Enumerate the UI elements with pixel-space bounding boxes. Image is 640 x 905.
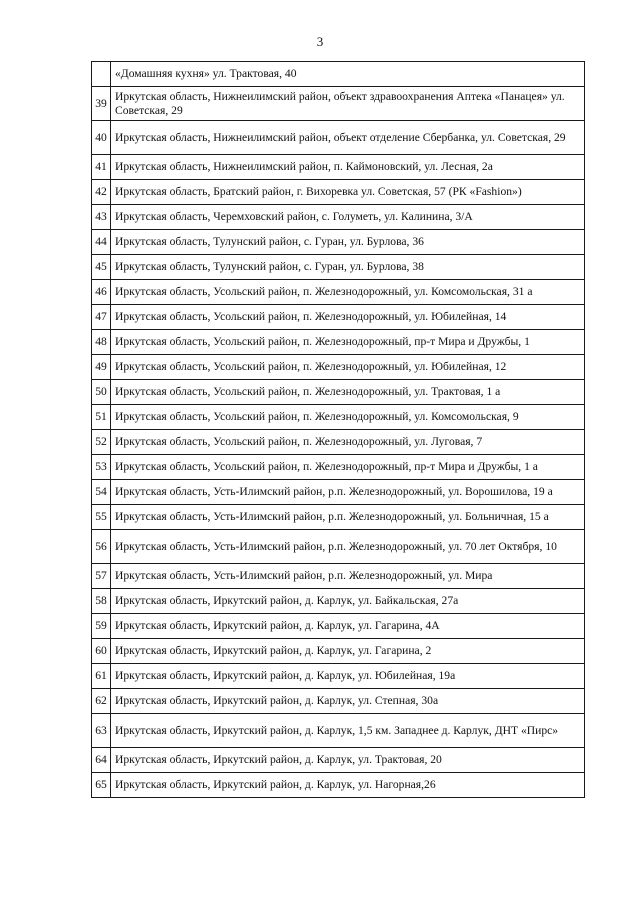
table-row bbox=[92, 62, 585, 87]
row-number bbox=[92, 62, 111, 87]
row-number: 42 bbox=[92, 180, 111, 205]
table-row bbox=[92, 455, 585, 480]
address-cell: Иркутская область, Иркутский район, д. Карлук, ул. Степная, 30а bbox=[111, 689, 585, 714]
row-number: 41 bbox=[92, 155, 111, 180]
row-number: 39 bbox=[92, 87, 111, 121]
address-cell: Иркутская область, Нижнеилимский район, объект здравоохранения Аптека «Панацея» ул. Советская, 29 bbox=[111, 87, 585, 121]
table-row bbox=[92, 87, 585, 121]
address-cell: Иркутская область, Усольский район, п. Железнодорожный, ул. Комсомольская, 31 а bbox=[111, 280, 585, 305]
table-row bbox=[92, 664, 585, 689]
table-row bbox=[92, 564, 585, 589]
table-row bbox=[92, 505, 585, 530]
row-number: 45 bbox=[92, 255, 111, 280]
row-number: 60 bbox=[92, 639, 111, 664]
row-number: 47 bbox=[92, 305, 111, 330]
row-number: 52 bbox=[92, 430, 111, 455]
table-row bbox=[92, 180, 585, 205]
table-row bbox=[92, 480, 585, 505]
row-number: 48 bbox=[92, 330, 111, 355]
address-cell: Иркутская область, Черемховский район, с. Голуметь, ул. Калинина, 3/А bbox=[111, 205, 585, 230]
table-row bbox=[92, 330, 585, 355]
row-number: 57 bbox=[92, 564, 111, 589]
address-cell: Иркутская область, Усть-Илимский район, р.п. Железнодорожный, ул. Больничная, 15 а bbox=[111, 505, 585, 530]
address-cell: Иркутская область, Усть-Илимский район, р.п. Железнодорожный, ул. Ворошилова, 19 а bbox=[111, 480, 585, 505]
address-cell: Иркутская область, Усольский район, п. Железнодорожный, ул. Юбилейная, 12 bbox=[111, 355, 585, 380]
row-number: 49 bbox=[92, 355, 111, 380]
table-row bbox=[92, 155, 585, 180]
table-row bbox=[92, 380, 585, 405]
row-number: 53 bbox=[92, 455, 111, 480]
table-row bbox=[92, 614, 585, 639]
address-cell: Иркутская область, Усольский район, п. Железнодорожный, ул. Трактовая, 1 а bbox=[111, 380, 585, 405]
row-number: 54 bbox=[92, 480, 111, 505]
row-number: 44 bbox=[92, 230, 111, 255]
address-cell: Иркутская область, Братский район, г. Вихоревка ул. Советская, 57 (РК «Fashion») bbox=[111, 180, 585, 205]
table-row bbox=[92, 773, 585, 798]
address-cell: Иркутская область, Усольский район, п. Железнодорожный, пр-т Мира и Дружбы, 1 а bbox=[111, 455, 585, 480]
row-number: 51 bbox=[92, 405, 111, 430]
row-number: 46 bbox=[92, 280, 111, 305]
address-cell: Иркутская область, Усольский район, п. Железнодорожный, ул. Юбилейная, 14 bbox=[111, 305, 585, 330]
row-number: 59 bbox=[92, 614, 111, 639]
address-cell: Иркутская область, Иркутский район, д. Карлук, ул. Байкальская, 27а bbox=[111, 589, 585, 614]
address-cell: Иркутская область, Иркутский район, д. Карлук, ул. Гагарина, 4А bbox=[111, 614, 585, 639]
table-row bbox=[92, 255, 585, 280]
address-table bbox=[91, 61, 585, 798]
address-cell: Иркутская область, Иркутский район, д. Карлук, ул. Трактовая, 20 bbox=[111, 748, 585, 773]
table-row bbox=[92, 230, 585, 255]
address-cell: Иркутская область, Тулунский район, с. Гуран, ул. Бурлова, 38 bbox=[111, 255, 585, 280]
table-row bbox=[92, 639, 585, 664]
table-row bbox=[92, 305, 585, 330]
table-row bbox=[92, 405, 585, 430]
address-cell: Иркутская область, Усть-Илимский район, р.п. Железнодорожный, ул. 70 лет Октября, 10 bbox=[111, 530, 585, 564]
table-row bbox=[92, 205, 585, 230]
page-number: 3 bbox=[316, 34, 324, 49]
row-number: 62 bbox=[92, 689, 111, 714]
address-cell: Иркутская область, Нижнеилимский район, объект отделение Сбербанка, ул. Советская, 29 bbox=[111, 121, 585, 155]
row-number: 43 bbox=[92, 205, 111, 230]
row-number: 61 bbox=[92, 664, 111, 689]
address-cell: Иркутская область, Нижнеилимский район, п. Каймоновский, ул. Лесная, 2а bbox=[111, 155, 585, 180]
row-number: 58 bbox=[92, 589, 111, 614]
row-number: 56 bbox=[92, 530, 111, 564]
address-table-body bbox=[92, 62, 585, 798]
table-row bbox=[92, 589, 585, 614]
address-cell: Иркутская область, Усть-Илимский район, р.п. Железнодорожный, ул. Мира bbox=[111, 564, 585, 589]
address-cell: Иркутская область, Иркутский район, д. Карлук, 1,5 км. Западнее д. Карлук, ДНТ «Пирс» bbox=[111, 714, 585, 748]
address-cell: «Домашняя кухня» ул. Трактовая, 40 bbox=[111, 62, 585, 87]
table-row bbox=[92, 689, 585, 714]
table-row bbox=[92, 430, 585, 455]
table-row bbox=[92, 355, 585, 380]
address-cell: Иркутская область, Усольский район, п. Железнодорожный, ул. Луговая, 7 bbox=[111, 430, 585, 455]
table-row bbox=[92, 530, 585, 564]
row-number: 64 bbox=[92, 748, 111, 773]
row-number: 55 bbox=[92, 505, 111, 530]
table-row bbox=[92, 280, 585, 305]
address-cell: Иркутская область, Тулунский район, с. Гуран, ул. Бурлова, 36 bbox=[111, 230, 585, 255]
address-cell: Иркутская область, Усольский район, п. Железнодорожный, ул. Комсомольская, 9 bbox=[111, 405, 585, 430]
row-number: 50 bbox=[92, 380, 111, 405]
row-number: 63 bbox=[92, 714, 111, 748]
address-cell: Иркутская область, Иркутский район, д. Карлук, ул. Гагарина, 2 bbox=[111, 639, 585, 664]
address-cell: Иркутская область, Иркутский район, д. Карлук, ул. Юбилейная, 19а bbox=[111, 664, 585, 689]
table-row bbox=[92, 121, 585, 155]
address-cell: Иркутская область, Иркутский район, д. Карлук, ул. Нагорная,26 bbox=[111, 773, 585, 798]
table-row bbox=[92, 714, 585, 748]
table-row bbox=[92, 748, 585, 773]
row-number: 40 bbox=[92, 121, 111, 155]
row-number: 65 bbox=[92, 773, 111, 798]
address-cell: Иркутская область, Усольский район, п. Железнодорожный, пр-т Мира и Дружбы, 1 bbox=[111, 330, 585, 355]
